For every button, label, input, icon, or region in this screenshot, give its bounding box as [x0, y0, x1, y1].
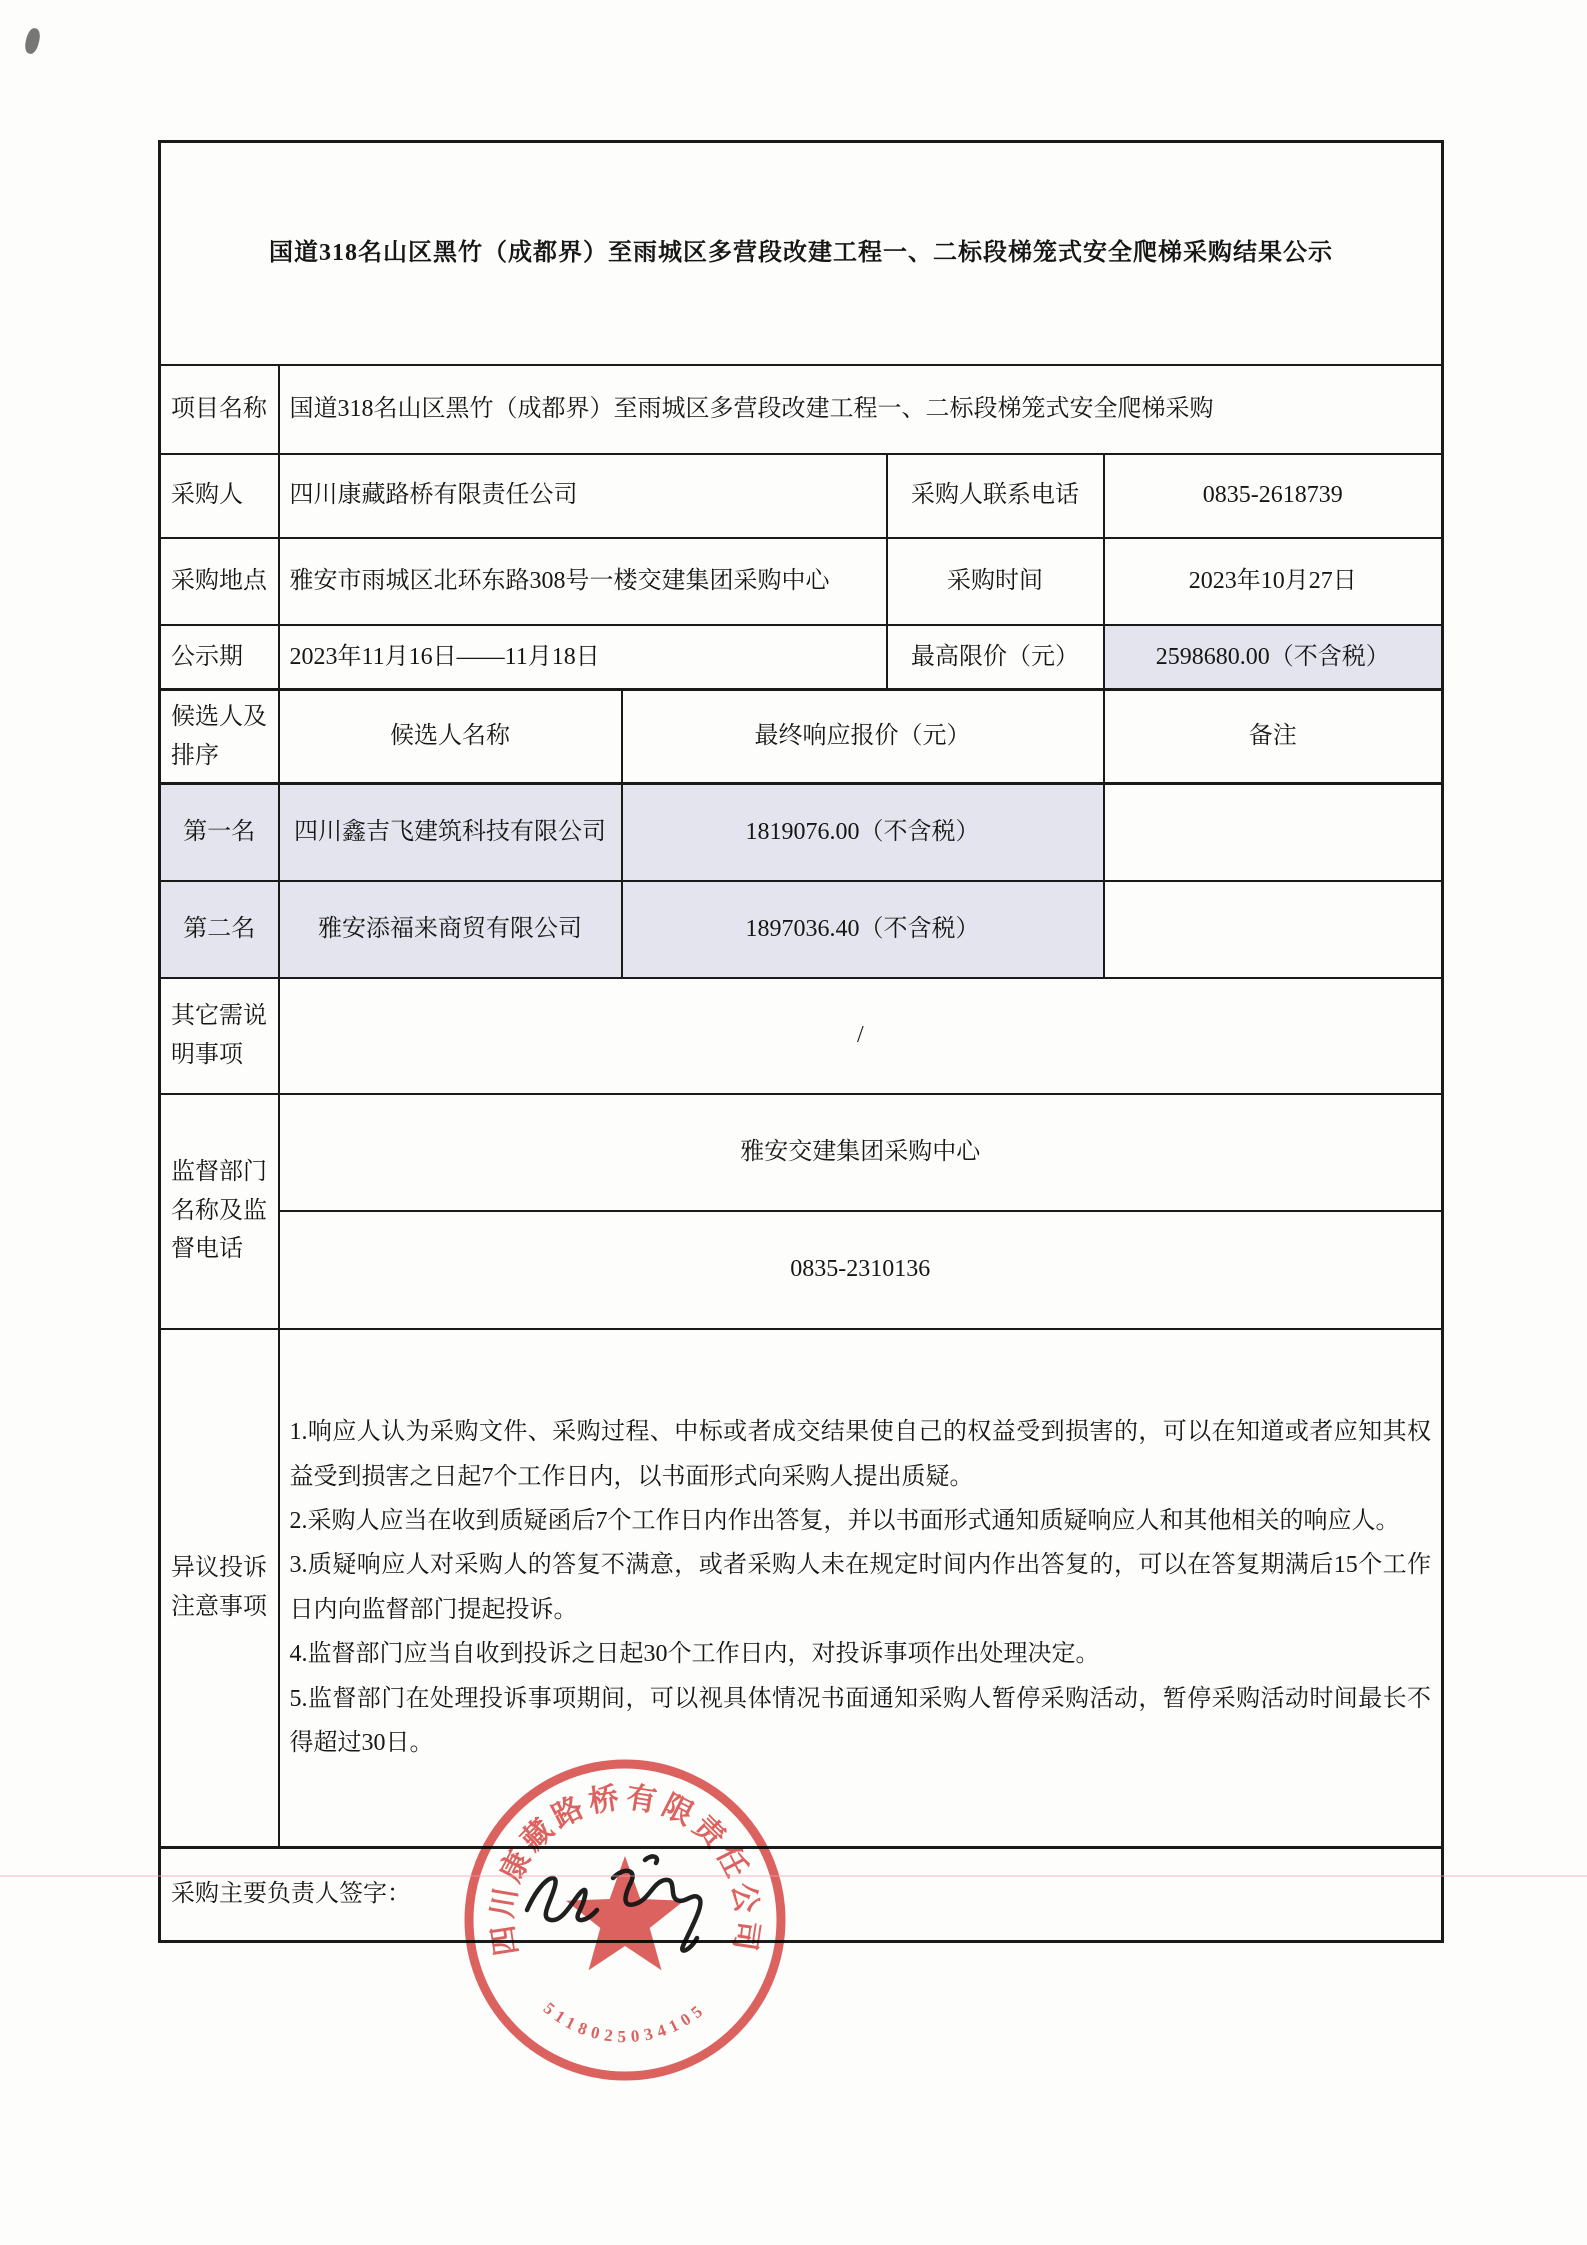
- purchaser-row: [160, 454, 1443, 538]
- objection-item-2: 2.采购人应当在收到质疑函后7个工作日内作出答复，并以书面形式通知质疑响应人和其他相关的响应人。: [289, 1507, 1400, 1534]
- objection-item-5: 5.监督部门在处理投诉事项期间，可以视具体情况书面通知采购人暂停采购活动，暂停采购活动时间最长不得超过30日。: [289, 1685, 1432, 1756]
- location-row: [160, 538, 1443, 625]
- purchaser-phone-value: 0835-2618739: [1104, 454, 1443, 538]
- other-notes-row: [160, 978, 1443, 1094]
- max-price-label: 最高限价（元）: [887, 625, 1104, 690]
- objection-item-1: 1.响应人认为采购文件、采购过程、中标或者成交结果使自己的权益受到损害的，可以在知道或者应知其权益受到损害之日起7个工作日内，以书面形式向采购人提出质疑。: [289, 1419, 1432, 1490]
- project-name-label: 项目名称: [160, 365, 279, 454]
- candidate-row-2: [160, 881, 1443, 978]
- objection-text: [279, 1329, 1443, 1848]
- objection-label: 异议投诉注意事项: [160, 1329, 279, 1848]
- supervision-label: 监督部门名称及监督电话: [160, 1094, 279, 1329]
- document-title: 国道318名山区黑竹（成都界）至雨城区多营段改建工程一、二标段梯笼式安全爬梯采购结果公示: [160, 142, 1443, 365]
- location-value: 雅安市雨城区北环东路308号一楼交建集团采购中心: [279, 538, 887, 625]
- candidate-1-rank: 第一名: [160, 784, 279, 881]
- candidate-2-name: 雅安添福来商贸有限公司: [279, 881, 622, 978]
- signature-row: [160, 1848, 1443, 1942]
- project-name-row: [160, 365, 1443, 454]
- candidate-1-name: 四川鑫吉飞建筑科技有限公司: [279, 784, 622, 881]
- seal-company-text: 四川康藏路桥有限责任公司: [485, 1780, 765, 1958]
- candidates-section-label: 候选人及排序: [160, 690, 279, 784]
- candidates-col-price: 最终响应报价（元）: [622, 690, 1104, 784]
- scan-artifact-mark: [23, 27, 42, 55]
- purchase-time-value: 2023年10月27日: [1104, 538, 1443, 625]
- purchaser-label: 采购人: [160, 454, 279, 538]
- title-row: [160, 142, 1443, 365]
- supervision-name-row: [160, 1094, 1443, 1211]
- publicity-period-label: 公示期: [160, 625, 279, 690]
- candidate-2-price: 1897036.40（不含税）: [622, 881, 1104, 978]
- candidate-2-remark: [1104, 881, 1443, 978]
- signature-label: 采购主要负责人签字：: [160, 1848, 1443, 1942]
- candidate-1-remark: [1104, 784, 1443, 881]
- other-notes-value: /: [279, 978, 1443, 1094]
- objection-row: [160, 1329, 1443, 1848]
- supervision-phone: 0835-2310136: [279, 1211, 1443, 1329]
- location-label: 采购地点: [160, 538, 279, 625]
- candidate-2-rank: 第二名: [160, 881, 279, 978]
- candidates-col-remark: 备注: [1104, 690, 1443, 784]
- candidates-col-name: 候选人名称: [279, 690, 622, 784]
- project-name-value: 国道318名山区黑竹（成都界）至雨城区多营段改建工程一、二标段梯笼式安全爬梯采购: [279, 365, 1443, 454]
- purchase-time-label: 采购时间: [887, 538, 1104, 625]
- other-notes-label: 其它需说明事项: [160, 978, 279, 1094]
- publicity-period-value: 2023年11月16日——11月18日: [279, 625, 887, 690]
- seal-number-text: 5118025034105: [539, 1998, 711, 2047]
- candidates-header-row: [160, 690, 1443, 784]
- candidate-1-price: 1819076.00（不含税）: [622, 784, 1104, 881]
- purchaser-value: 四川康藏路桥有限责任公司: [279, 454, 887, 538]
- objection-item-3: 3.质疑响应人对采购人的答复不满意，或者采购人未在规定时间内作出答复的，可以在答复期满后15个工作日内向监督部门提起投诉。: [289, 1552, 1432, 1623]
- procurement-result-table: [158, 140, 1444, 1943]
- candidate-row-1: [160, 784, 1443, 881]
- max-price-value: 2598680.00（不含税）: [1104, 625, 1443, 690]
- publicity-period-row: [160, 625, 1443, 690]
- supervision-phone-row: [160, 1211, 1443, 1329]
- supervision-department: 雅安交建集团采购中心: [279, 1094, 1443, 1211]
- purchaser-phone-label: 采购人联系电话: [887, 454, 1104, 538]
- objection-item-4: 4.监督部门应当自收到投诉之日起30个工作日内，对投诉事项作出处理决定。: [289, 1641, 1100, 1668]
